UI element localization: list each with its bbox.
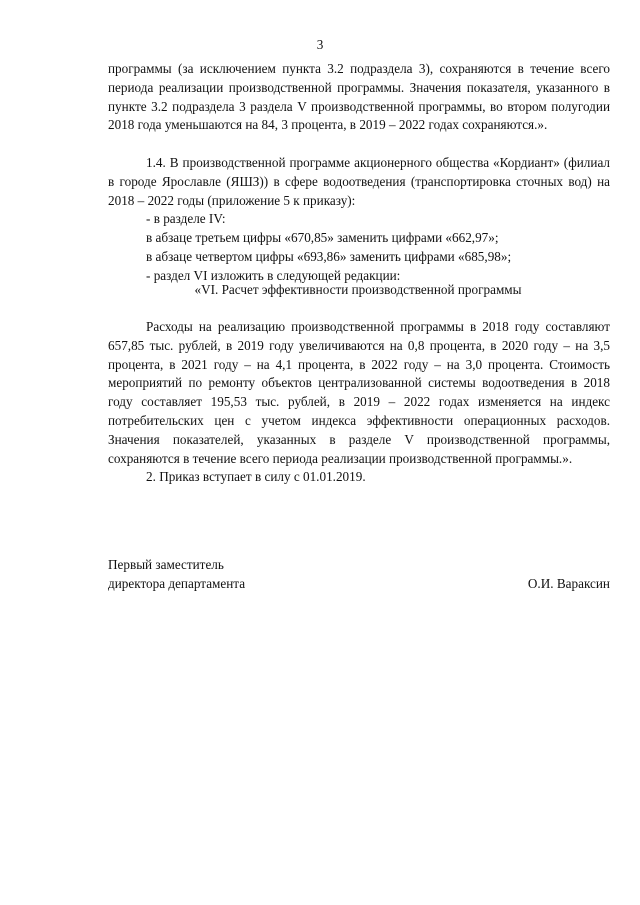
signatory-position-line2: директора департамента: [108, 575, 246, 591]
page-number: 3: [316, 37, 324, 52]
continuation-paragraph: программы (за исключением пункта 3.2 подраздела 3), сохраняются в течение всего периода реализации производственной программы. Значения показателя, указанного в пункте 3.2 подраздела 3 раздела V производственной программы, во втором полугодии 2018 года уменьшаются на 84, 3 процента, в 2019 – 2022 годах сохраняются.».: [108, 61, 610, 133]
signature-line: [108, 575, 610, 594]
list-item: - в разделе IV:: [146, 211, 226, 227]
body-text-top: [108, 60, 610, 286]
item-1-4-paragraph: 1.4. В производственной программе акционерного общества «Кордиант» (филиал в городе Ярославле (ЯШЗ)) в сфере водоотведения (транспортировка сточных вод) на 2018 – 2022 годы (приложение 5 к приказу):: [108, 155, 610, 208]
list-item: в абзаце третьем цифры «670,85» заменить цифрами «662,97»;: [146, 230, 499, 246]
signatory-name: О.И. Вараксин: [527, 575, 610, 591]
signatory-position-line1: Первый заместитель: [108, 557, 224, 572]
list-item: в абзаце четвертом цифры «693,86» заменить цифрами «685,98»;: [146, 248, 512, 264]
body-text-section: [108, 318, 610, 487]
section-body-paragraph: Расходы на реализацию производственной программы в 2018 году составляют 657,85 тыс. рублей, в 2019 году увеличиваются на 0,8 процента, в 2020 году – на 3,5 процента, в 2021 году – на 4,1 процента, в 2022 году – на 3,0 процента. Стоимость мероприятий по ремонту объектов централизованной системы водоотведения в 2018 году составляет 195,53 тыс. рублей, в 2019 – 2022 годах изменяется на индекс потребительских цен с учетом индекса эффективности операционных расходов. Значения показателей, указанных в разделе V производственной программы, сохраняются в течение всего периода реализации производственной программы.».: [108, 319, 610, 466]
item-2-paragraph: 2. Приказ вступает в силу с 01.01.2019.: [146, 469, 366, 485]
signature-block: [108, 556, 610, 594]
section-heading: «VI. Расчет эффективности производственной программы: [194, 282, 522, 297]
list-item: - раздел VI изложить в следующей редакции:: [146, 267, 401, 283]
